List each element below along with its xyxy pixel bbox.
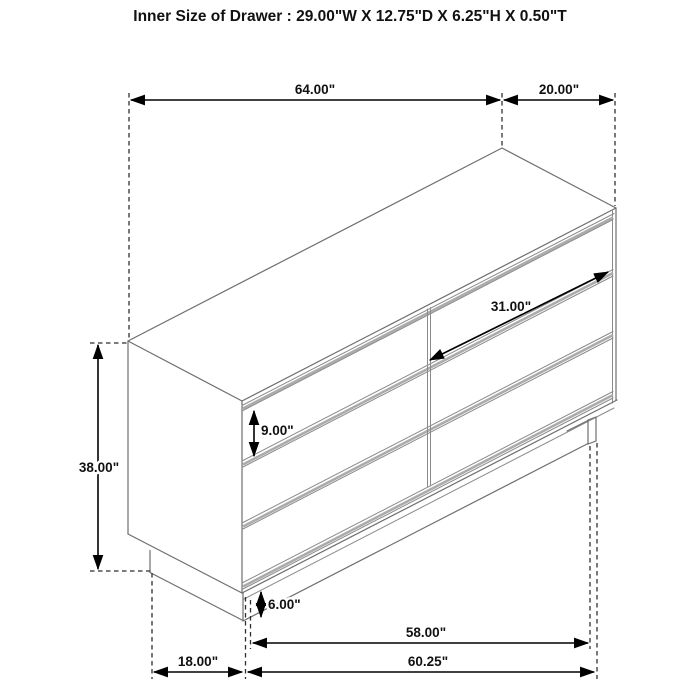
dimension-side-bottom-depth [154, 654, 242, 672]
dimension-base-inner-width [253, 625, 588, 643]
dresser-drawing [128, 148, 617, 621]
dimension-base-height [261, 592, 301, 617]
dimension-inner-drawer-width [430, 272, 608, 360]
dimension-overall-depth [504, 82, 613, 100]
base-overall-width-label: 60.25" [407, 654, 449, 669]
overall-width-label: 64.00" [294, 82, 336, 97]
dimension-overall-width [131, 82, 500, 100]
drawer-divider [428, 308, 431, 488]
overall-depth-label: 20.00" [538, 82, 580, 97]
inner-drawer-width-label: 31.00" [490, 299, 532, 314]
diagram-title: Inner Size of Drawer : 29.00"W X 12.75"D X 6.25"H X 0.50"T [133, 8, 567, 25]
dimension-base-overall-width [248, 654, 594, 672]
left-side-panel [128, 341, 242, 593]
dimension-overall-height [79, 345, 119, 569]
side-bottom-depth-label: 18.00" [177, 654, 219, 669]
front-face [242, 208, 617, 599]
base-height-label: 6.00" [268, 597, 301, 612]
base-plinth [150, 444, 588, 622]
top-face [128, 148, 616, 401]
extension-lines [90, 93, 615, 679]
drawer-front-height-label: 9.00" [261, 423, 294, 438]
base-inner-width-label: 58.00" [405, 625, 447, 640]
overall-height-label: 38.00" [78, 460, 120, 475]
